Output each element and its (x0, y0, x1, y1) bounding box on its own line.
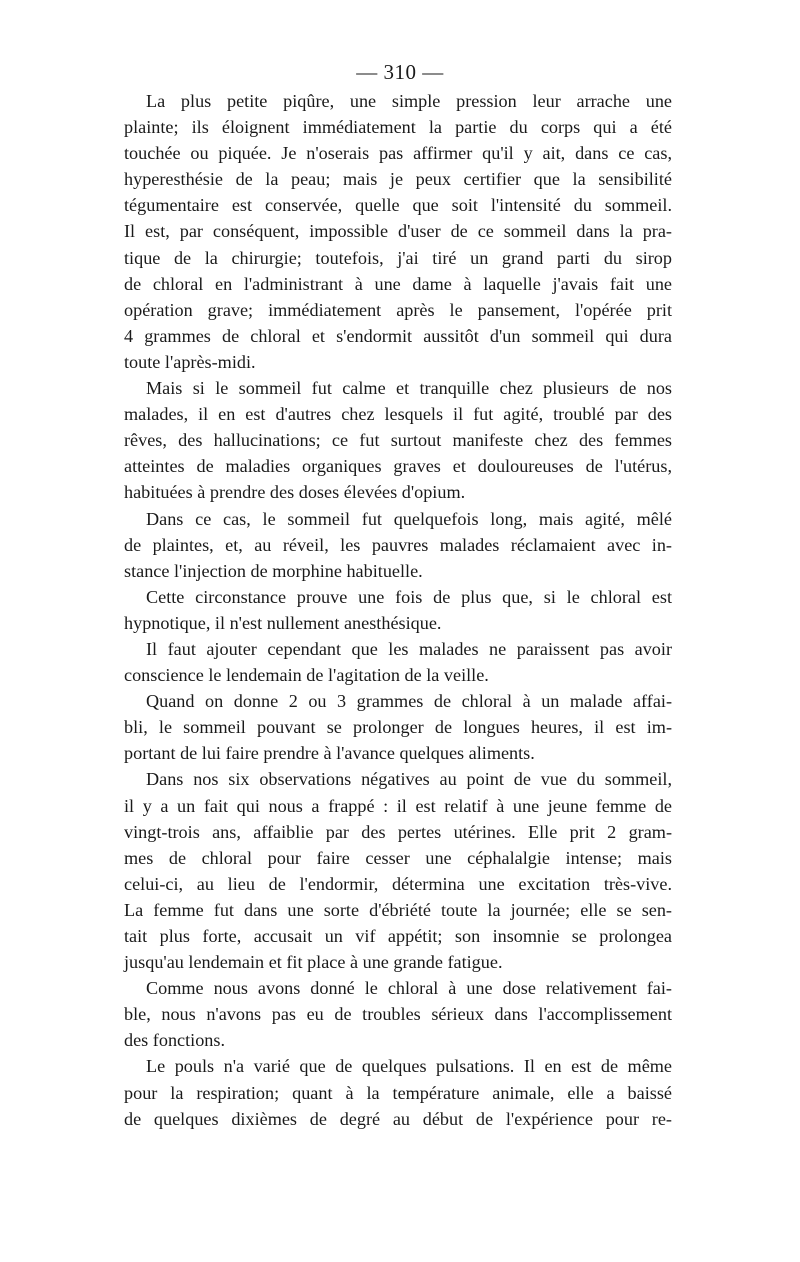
text-line: stance l'injection de morphine habituelle. (124, 560, 423, 581)
text-line: opération grave; immédiatement après le pansement, l'opérée prit (124, 299, 672, 320)
text-line: malades, il en est d'autres chez lesquels il fut agité, troublé par des (124, 404, 672, 425)
text-line: La femme fut dans une sorte d'ébriété toute la journée; elle se sen- (124, 899, 672, 920)
text-line: de plaintes, et, au réveil, les pauvres malades réclamaient avec in- (124, 534, 672, 555)
text-line: celui-ci, au lieu de l'endormir, détermina une excitation très-vive. (124, 873, 672, 894)
text-line: toute l'après-midi. (124, 351, 256, 372)
text-line: mes de chloral pour faire cesser une céphalalgie intense; mais (124, 847, 672, 868)
text-line: 4 grammes de chloral et s'endormit aussitôt d'un sommeil qui dura (124, 325, 672, 346)
text-line: habituées à prendre des doses élevées d'opium. (124, 482, 466, 503)
text-line: Mais si le sommeil fut calme et tranquille chez plusieurs de nos (146, 378, 672, 399)
text-line: Dans ce cas, le sommeil fut quelquefois long, mais agité, mêlé (146, 508, 672, 529)
text-line: ble, nous n'avons pas eu de troubles sérieux dans l'accomplissement (124, 1004, 672, 1025)
text-line: Il faut ajouter cependant que les malades ne paraissent pas avoir (146, 638, 672, 659)
text-line: rêves, des hallucinations; ce fut surtout manifeste chez des femmes (124, 430, 672, 451)
text-line: hypnotique, il n'est nullement anesthésique. (124, 612, 442, 633)
text-line: jusqu'au lendemain et fit place à une grande fatigue. (124, 952, 503, 973)
text-line: tique de la chirurgie; toutefois, j'ai tiré un grand parti du sirop (124, 247, 672, 268)
text-line: il y a un fait qui nous a frappé : il est relatif à une jeune femme de (124, 795, 672, 816)
text-line: Cette circonstance prouve une fois de plus que, si le chloral est (146, 586, 672, 607)
text-line: Le pouls n'a varié que de quelques pulsations. Il en est de même (146, 1056, 672, 1077)
text-line: La plus petite piqûre, une simple pression leur arrache une (146, 91, 672, 111)
text-line: de chloral en l'administrant à une dame à laquelle j'avais fait une (124, 273, 672, 294)
body-text (124, 88, 672, 1132)
text-line: conscience le lendemain de l'agitation de la veille. (124, 665, 489, 686)
text-line: atteintes de maladies organiques graves et douloureuses de l'utérus, (124, 456, 672, 477)
text-line: Il est, par conséquent, impossible d'user de ce sommeil dans la pra- (124, 221, 672, 242)
text-line: Dans nos six observations négatives au point de vue du sommeil, (146, 769, 672, 790)
page-number: — 310 — (356, 60, 444, 84)
text-line: bli, le sommeil pouvant se prolonger de longues heures, il est im- (124, 717, 672, 738)
text-line: portant de lui faire prendre à l'avance quelques aliments. (124, 743, 535, 764)
text-line: Comme nous avons donné le chloral à une dose relativement fai- (146, 978, 672, 999)
text-line: des fonctions. (124, 1030, 226, 1051)
text-line: tégumentaire est conservée, quelle que soit l'intensité du sommeil. (124, 195, 672, 216)
text-line: pour la respiration; quant à la température animale, elle a baissé (124, 1082, 672, 1103)
text-line: tait plus forte, accusait un vif appétit; son insomnie se prolongea (124, 926, 672, 946)
text-line: hyperesthésie de la peau; mais je peux certifier que la sensibilité (124, 169, 672, 190)
text-line: de quelques dixièmes de degré au début de l'expérience pour re- (124, 1108, 672, 1129)
text-line: vingt-trois ans, affaiblie par des pertes utérines. Elle prit 2 gram- (124, 821, 672, 842)
text-line: Quand on donne 2 ou 3 grammes de chloral à un malade affai- (146, 691, 672, 712)
text-line: touchée ou piquée. Je n'oserais pas affirmer qu'il y ait, dans ce cas, (124, 143, 672, 164)
text-line: plainte; ils éloignent immédiatement la partie du corps qui a été (124, 117, 672, 138)
